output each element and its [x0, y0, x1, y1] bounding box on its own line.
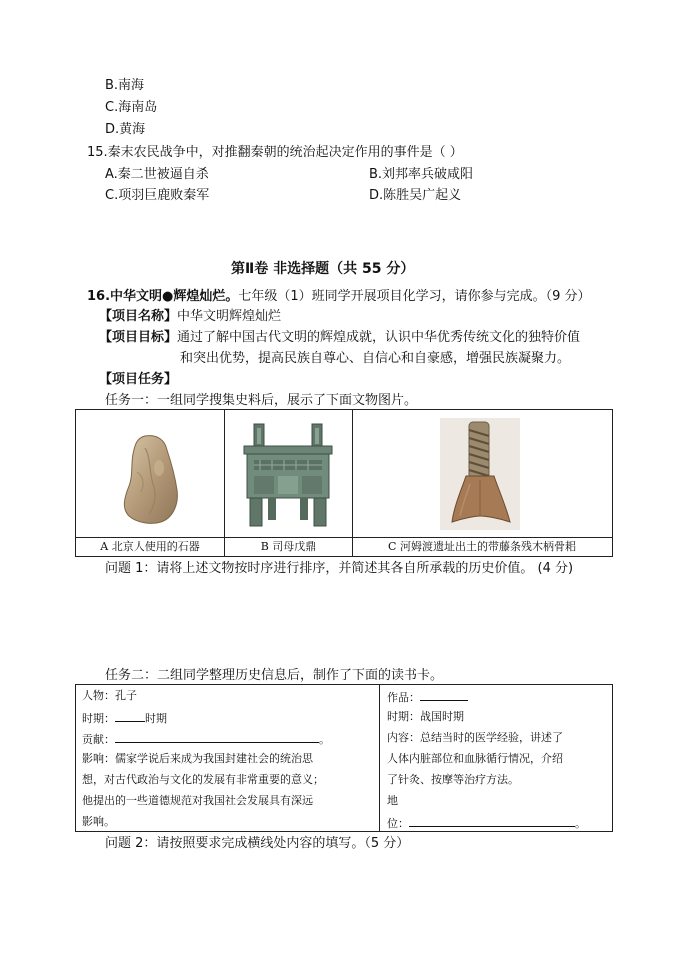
q16-heading	[87, 289, 591, 305]
artifact-c-caption: C 河姆渡遗址出土的带藤条残木柄骨耜	[388, 540, 576, 553]
stone-tool-icon	[105, 428, 195, 528]
artifact-table-divider-2	[352, 409, 353, 556]
q14-option-c: C.海南岛	[105, 100, 158, 115]
project-goal	[99, 330, 580, 346]
task1-text	[105, 393, 417, 409]
card-influence-line2: 想，对古代政治与文化的发展有非常重要的意义；	[82, 773, 324, 786]
question2: 问题 2：请按照要求完成横线处内容的填写。（5 分）	[105, 836, 410, 851]
card-status-line2	[387, 815, 586, 831]
task1-line: 任务一：一组同学搜集史料后，展示了下面文物图片。	[105, 393, 418, 408]
card-content-line2: 人体内脏部位和血脉循行情况，介绍	[387, 752, 563, 765]
card-contribution-blank[interactable]	[115, 731, 319, 743]
section-title: 第Ⅱ卷 非选择题（共 55 分）	[231, 261, 415, 277]
card-period-line	[82, 710, 167, 726]
card-content-line3: 了针灸、按摩等治疗方法。	[387, 773, 519, 786]
project-goal-line1: 通过了解中国古代文明的辉煌成就，认识中华优秀传统文化的独特价值	[177, 330, 581, 345]
card-influence-line4: 影响。	[82, 815, 115, 828]
project-name	[99, 309, 281, 325]
card-work-prefix: 作品：	[387, 691, 420, 704]
card-status-stop: 。	[575, 817, 586, 830]
artifact-a-caption: A 北京人使用的石器	[100, 540, 200, 553]
project-task-label: 【项目任务】	[99, 372, 178, 387]
q16-heading-bold: 16.中华文明●辉煌灿烂。	[87, 289, 239, 304]
card-contribution-stop: 。	[319, 733, 330, 746]
q15-option-a: A.秦二世被逼自杀	[105, 167, 209, 182]
card-work-line	[387, 689, 468, 705]
card-period-blank[interactable]	[115, 710, 145, 722]
card-status-line1: 地	[387, 794, 398, 807]
card-work-blank[interactable]	[420, 689, 468, 701]
card-influence-line1: 影响：儒家学说后来成为我国封建社会的统治思	[82, 752, 313, 765]
card-contribution-line	[82, 731, 330, 747]
card-person: 人物：孔子	[82, 689, 137, 702]
project-goal-label: 【项目目标】	[99, 330, 178, 345]
q15-option-c: C.项羽巨鹿败秦军	[105, 188, 210, 203]
task2-text: 任务二：二组同学整理历史信息后，制作了下面的读书卡。	[105, 668, 444, 683]
card-contribution-prefix: 贡献：	[82, 733, 115, 746]
q14-option-d: D.黄海	[105, 122, 146, 137]
project-goal-line2: 和突出优势，提高民族自尊心、自信心和自豪感，增强民族凝聚力。	[180, 351, 571, 366]
question1: 问题 1：请将上述文物按时序进行排序，并简述其各自所承载的历史价值。 (4 分)	[105, 561, 574, 576]
artifact-table-caption-divider	[75, 537, 613, 538]
card-period-suffix: 时期	[145, 712, 167, 725]
card-influence-line3: 他提出的一些道德规范对我国社会发展具有深远	[82, 794, 313, 807]
q15-stem: 15.秦末农民战争中，对推翻秦朝的统治起决定作用的事件是（ ）	[87, 145, 463, 160]
bone-spade-icon	[440, 418, 520, 530]
artifact-table-divider-1	[224, 409, 225, 556]
artifact-a-image	[105, 428, 195, 528]
artifact-b-caption: B 司母戊鼎	[260, 540, 317, 553]
card-content-line1: 内容：总结当时的医学经验，讲述了	[387, 731, 563, 744]
q15-option-d: D.陈胜吴广起义	[369, 188, 462, 203]
reading-card-divider	[379, 684, 380, 831]
bronze-ding-icon	[238, 420, 338, 530]
q15-option-b: B.刘邦率兵破咸阳	[369, 167, 474, 182]
card-status-blank[interactable]	[409, 815, 575, 827]
card-right-period: 时期：战国时期	[387, 710, 464, 723]
q14-option-b: B.南海	[105, 78, 145, 93]
project-name-label: 【项目名称】	[99, 309, 178, 324]
card-period-prefix: 时期：	[82, 712, 115, 725]
artifact-b-image	[238, 420, 338, 530]
artifact-c-image	[440, 418, 520, 530]
project-name-value: 中华文明辉煌灿烂	[177, 309, 282, 324]
card-status-prefix: 位：	[387, 817, 409, 830]
q16-heading-rest: 七年级（1）班同学开展项目化学习，请你参与完成。（9 分）	[238, 289, 591, 304]
